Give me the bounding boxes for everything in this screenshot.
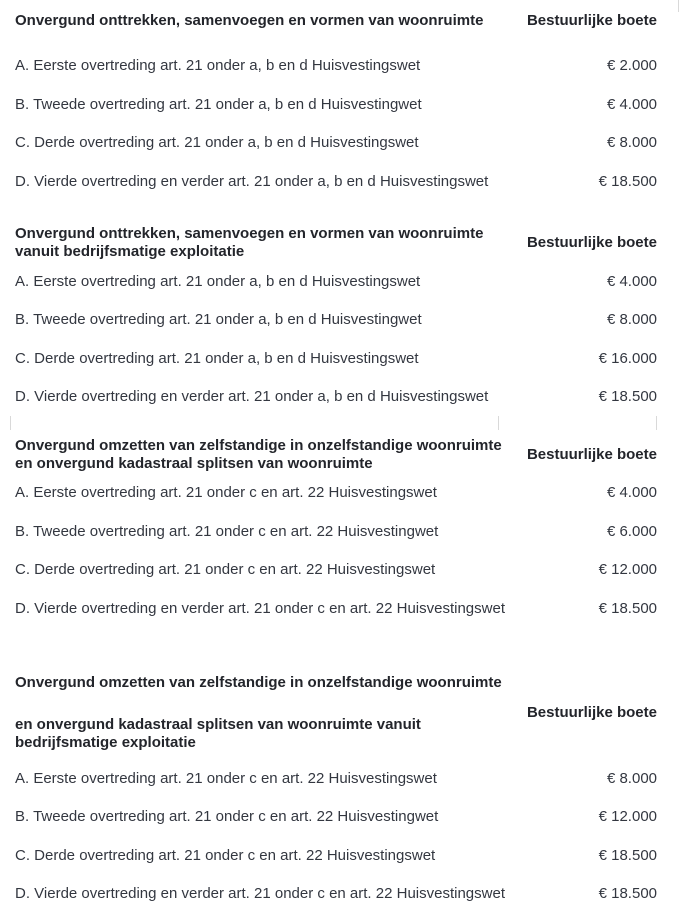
violation-label: C. Derde overtreding art. 21 onder a, b en d Huisvestingswet bbox=[15, 134, 419, 151]
table-title-line: vanuit bedrijfsmatige exploitatie bbox=[15, 242, 245, 260]
table-title-line: en onvergund kadastraal splitsen van woonruimte bbox=[15, 455, 373, 472]
fine-row-d bbox=[15, 885, 657, 902]
fine-amount: € 12.000 bbox=[598, 561, 657, 578]
table-title-paragraph bbox=[15, 716, 502, 752]
violation-label: D. Vierde overtreding en verder art. 21 onder c en art. 22 Huisvestingswet bbox=[15, 599, 505, 617]
empty-table-row bbox=[10, 416, 657, 430]
fine-row-b bbox=[15, 311, 657, 328]
cell-border-divider bbox=[498, 416, 499, 430]
fine-row-b bbox=[15, 96, 657, 113]
fine-row-a bbox=[15, 57, 657, 74]
violation-label: B. Tweede overtreding art. 21 onder c en art. 22 Huisvestingwet bbox=[15, 522, 439, 540]
fine-amount: € 6.000 bbox=[606, 522, 657, 540]
fine-table-omzetten bbox=[15, 437, 657, 617]
table-header-row bbox=[15, 225, 657, 261]
violation-label: D. Vierde overtreding en verder art. 21 onder c en art. 22 Huisvestingswet bbox=[15, 885, 505, 902]
fine-amount: € 4.000 bbox=[606, 272, 657, 290]
violation-label: D. Vierde overtreding en verder art. 21 onder a, b en d Huisvestingswet bbox=[15, 388, 489, 405]
fine-amount: € 16.000 bbox=[598, 349, 657, 367]
table-title-line: en onvergund kadastraal splitsen van woonruimte vanuit bbox=[15, 715, 421, 733]
fine-table-onttrekken bbox=[15, 12, 657, 190]
fine-row-d bbox=[15, 173, 657, 190]
fine-amount: € 12.000 bbox=[598, 808, 657, 825]
violation-label: A. Eerste overtreding art. 21 onder c en art. 22 Huisvestingswet bbox=[15, 484, 437, 501]
table-title-line: Onvergund onttrekken, samenvoegen en vormen van woonruimte bbox=[15, 12, 484, 29]
violation-label: B. Tweede overtreding art. 21 onder a, b en d Huisvestingwet bbox=[15, 95, 422, 113]
fine-amount: € 8.000 bbox=[606, 769, 657, 787]
violation-label: A. Eerste overtreding art. 21 onder c en art. 22 Huisvestingswet bbox=[15, 769, 437, 787]
fine-amount: € 8.000 bbox=[606, 311, 657, 328]
boete-column-header: Bestuurlijke boete bbox=[526, 446, 657, 463]
fine-row-a bbox=[15, 273, 657, 290]
table-header-row bbox=[15, 437, 657, 473]
table-title bbox=[15, 437, 502, 473]
boete-column-header: Bestuurlijke boete bbox=[526, 12, 657, 29]
table-title bbox=[15, 674, 502, 752]
fine-table-omzetten-bedrijfsmatig bbox=[15, 674, 657, 903]
violation-label: A. Eerste overtreding art. 21 onder a, b en d Huisvestingswet bbox=[15, 57, 421, 74]
table-border-artifact bbox=[678, 0, 679, 12]
fine-row-a bbox=[15, 770, 657, 787]
fine-row-b bbox=[15, 808, 657, 825]
fine-amount: € 2.000 bbox=[606, 57, 657, 74]
fine-amount: € 18.500 bbox=[598, 846, 657, 864]
boete-column-header: Bestuurlijke boete bbox=[526, 233, 657, 251]
violation-label: B. Tweede overtreding art. 21 onder c en art. 22 Huisvestingwet bbox=[15, 808, 439, 825]
violation-label: C. Derde overtreding art. 21 onder c en art. 22 Huisvestingswet bbox=[15, 561, 436, 578]
table-title-line: Onvergund onttrekken, samenvoegen en vormen van woonruimte bbox=[15, 224, 484, 242]
fine-amount: € 18.500 bbox=[598, 885, 657, 902]
table-header-row bbox=[15, 12, 657, 30]
fine-row-c bbox=[15, 350, 657, 367]
fine-row-c bbox=[15, 847, 657, 864]
fine-row-b bbox=[15, 523, 657, 540]
boete-column-header: Bestuurlijke boete bbox=[526, 703, 657, 721]
violation-label: C. Derde overtreding art. 21 onder a, b en d Huisvestingswet bbox=[15, 349, 419, 367]
fine-amount: € 8.000 bbox=[606, 134, 657, 151]
violation-label: C. Derde overtreding art. 21 onder c en art. 22 Huisvestingswet bbox=[15, 846, 436, 864]
fine-row-d bbox=[15, 600, 657, 617]
violation-label: B. Tweede overtreding art. 21 onder a, b en d Huisvestingwet bbox=[15, 311, 422, 328]
table-title-line: bedrijfsmatige exploitatie bbox=[15, 733, 196, 751]
fine-amount: € 18.500 bbox=[598, 172, 657, 190]
fine-amount: € 4.000 bbox=[606, 95, 657, 113]
fine-row-d bbox=[15, 388, 657, 405]
table-title bbox=[15, 225, 483, 261]
fine-row-c bbox=[15, 561, 657, 578]
fine-amount: € 4.000 bbox=[606, 484, 657, 501]
violation-label: D. Vierde overtreding en verder art. 21 onder a, b en d Huisvestingswet bbox=[15, 172, 489, 190]
table-title-line: Onvergund omzetten van zelfstandige in onzelfstandige woonruimte bbox=[15, 673, 502, 691]
fine-row-c bbox=[15, 134, 657, 151]
fine-table-onttrekken-bedrijfsmatig bbox=[15, 225, 657, 406]
fine-row-a bbox=[15, 484, 657, 501]
fine-amount: € 18.500 bbox=[598, 599, 657, 617]
table-title bbox=[15, 12, 483, 30]
table-header-row bbox=[15, 674, 657, 752]
violation-label: A. Eerste overtreding art. 21 onder a, b en d Huisvestingswet bbox=[15, 272, 421, 290]
fine-amount: € 18.500 bbox=[598, 388, 657, 405]
table-title-line: Onvergund omzetten van zelfstandige in onzelfstandige woonruimte bbox=[15, 437, 502, 454]
